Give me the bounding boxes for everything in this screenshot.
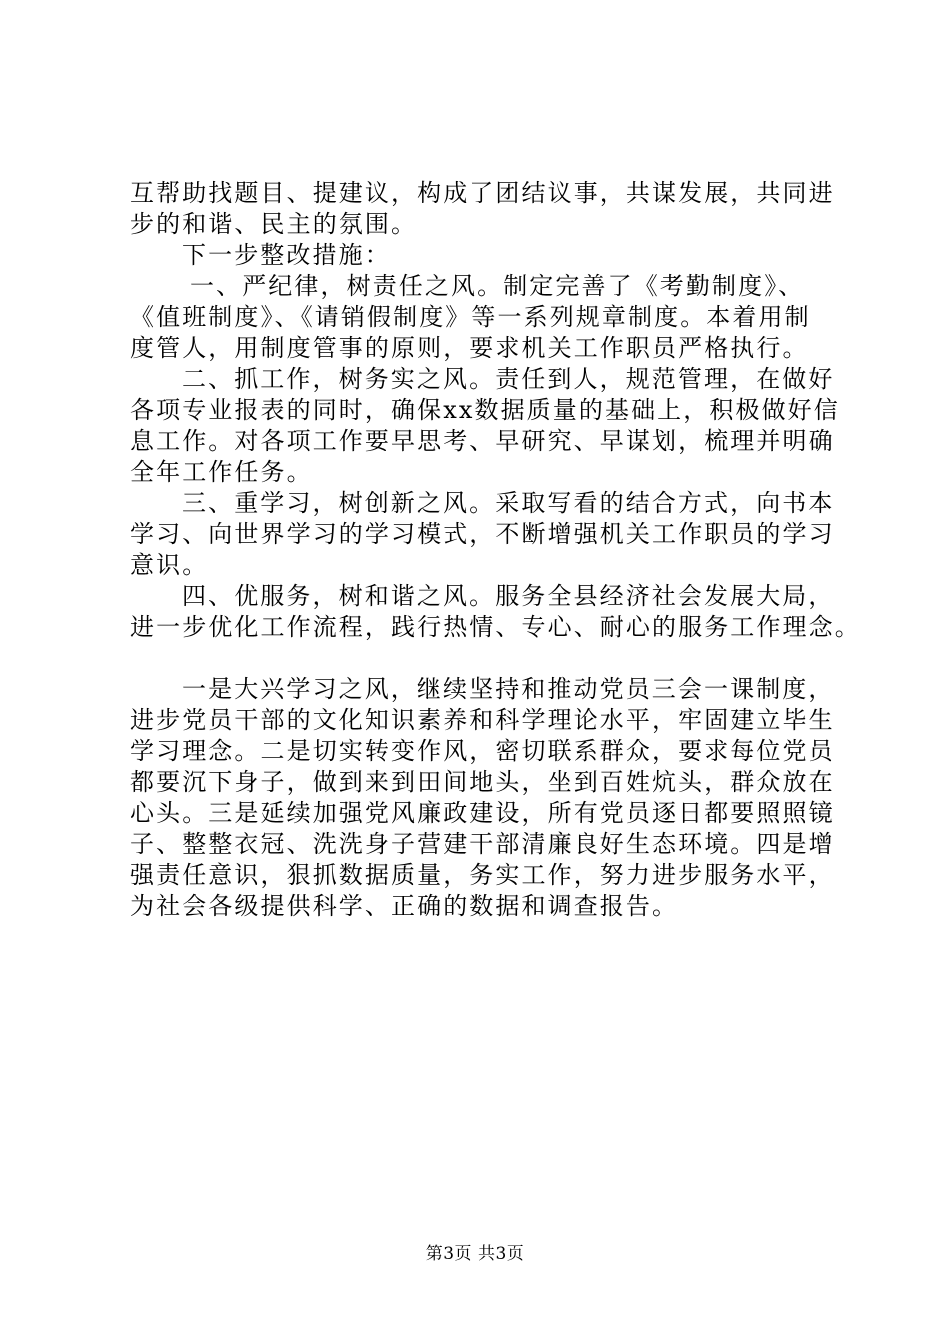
text-line: 全年工作任务。: [130, 458, 313, 486]
section-heading: 下一步整改措施：: [182, 241, 391, 269]
text-line: 强责任意识，狠抓数据质量，务实工作，努力进步服务水平，: [130, 861, 835, 889]
text-line: 学习、向世界学习的学习模式，不断增强机关工作职员的学习: [130, 520, 835, 548]
document-body: [130, 178, 861, 922]
text-line: 各项专业报表的同时，确保xx数据质量的基础上，积极做好信: [130, 396, 840, 424]
page-number: 第3页 共3页: [425, 1244, 525, 1264]
text-line: 互帮助找题目、提建议，构成了团结议事，共谋发展，共同进: [130, 179, 835, 207]
text-line: 二、抓工作，树务实之风。责任到人，规范管理，在做好: [182, 365, 835, 393]
text-line: 一是大兴学习之风，继续坚持和推动党员三会一课制度，: [182, 675, 835, 703]
page-footer: [0, 1244, 950, 1264]
text-line: 都要沉下身子，做到来到田间地头，坐到百姓炕头，群众放在: [130, 768, 835, 796]
text-line: 三、重学习，树创新之风。采取写看的结合方式，向书本: [182, 489, 835, 517]
text-line: 为社会各级提供科学、正确的数据和调查报告。: [130, 892, 679, 920]
text-line: 《值班制度》、《请销假制度》等一系列规章制度。本着用制: [130, 303, 811, 331]
text-line: 四、优服务，树和谐之风。服务全县经济社会发展大局，: [182, 582, 835, 610]
text-line: 进一步优化工作流程，践行热情、专心、耐心的服务工作理念。: [130, 613, 861, 641]
text-line: 意识。: [130, 551, 209, 579]
text-line: 心头。三是延续加强党风廉政建设，所有党员逐日都要照照镜: [130, 799, 835, 827]
text-line: 息工作。对各项工作要早思考、早研究、早谋划，梳理并明确: [130, 427, 835, 455]
paragraph-gap: [130, 643, 850, 674]
text-line: 进步党员干部的文化知识素养和科学理论水平，牢固建立毕生: [130, 706, 835, 734]
text-line: 步的和谐、民主的氛围。: [130, 210, 418, 238]
text-line: 度管人，用制度管事的原则，要求机关工作职员严格执行。: [130, 334, 809, 362]
text-line: 学习理念。二是切实转变作风，密切联系群众，要求每位党员: [130, 737, 835, 765]
text-line: 子、整整衣冠、洗洗身子营建干部清廉良好生态环境。四是增: [130, 830, 835, 858]
text-line: 一、严纪律，树责任之风。制定完善了《考勤制度》、: [190, 272, 805, 300]
